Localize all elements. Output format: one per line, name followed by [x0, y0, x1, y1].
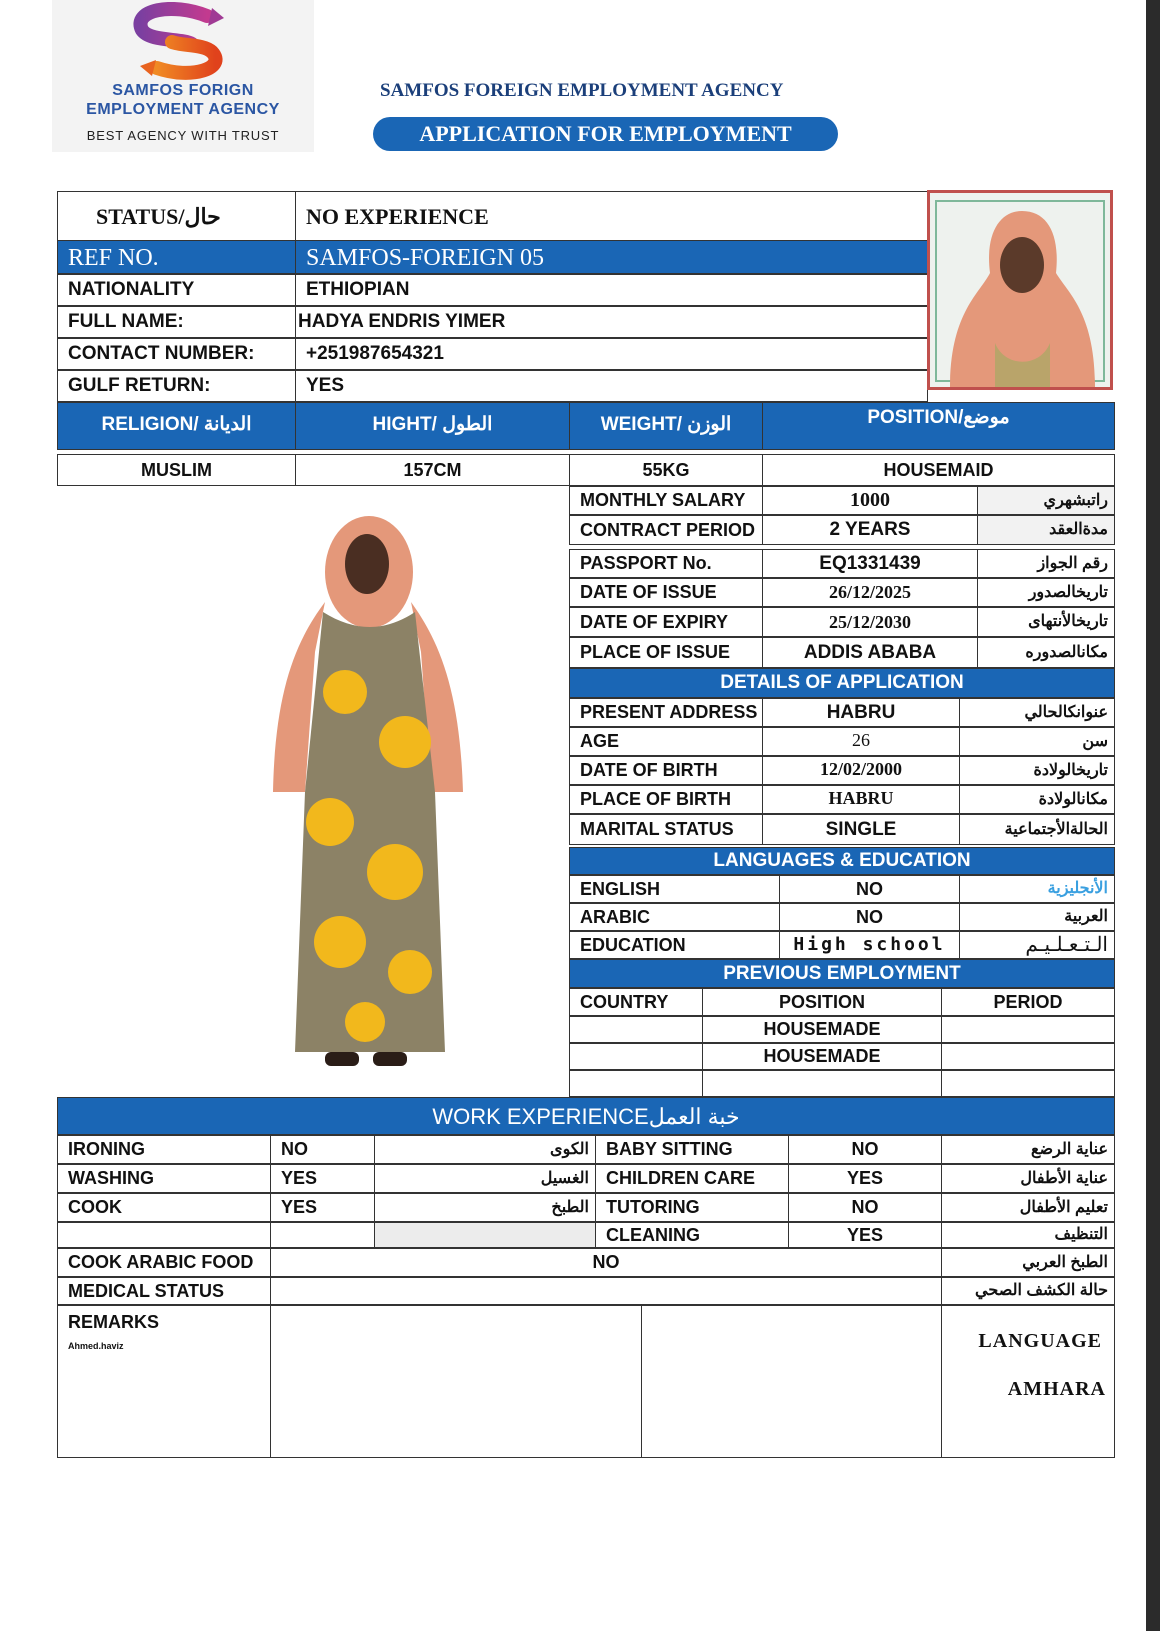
- previous-country-cell: [569, 1070, 703, 1097]
- language-arabic: الـتـعـلـيـم: [959, 931, 1115, 959]
- work-left-value: YES: [270, 1193, 375, 1222]
- job-value: 1000: [762, 486, 978, 515]
- cook-arabic-ar: الطبخ العربي: [941, 1248, 1115, 1277]
- work-left-label: WASHING: [57, 1164, 271, 1193]
- language-arabic: العربية: [959, 903, 1115, 931]
- job-value: EQ1331439: [762, 549, 978, 578]
- previous-position-cell: HOUSEMADE: [702, 1043, 942, 1070]
- gulf-return-label: GULF RETURN:: [57, 370, 296, 402]
- height-label: HIGHT/ الطول: [295, 402, 570, 450]
- work-left-value: NO: [270, 1135, 375, 1164]
- contact-value: +251987654321: [295, 338, 928, 370]
- signature: Ahmed.haviz: [68, 1341, 124, 1351]
- job-value: ADDIS ABABA: [762, 637, 978, 668]
- agency-logo: [52, 0, 314, 152]
- job-value: 2 YEARS: [762, 515, 978, 545]
- previous-position-cell: [702, 1070, 942, 1097]
- remarks-label: REMARKS: [68, 1312, 160, 1332]
- language-box-value: AMHARA: [1007, 1378, 1106, 1400]
- job-value: 25/12/2030: [762, 607, 978, 637]
- fullname-label: FULL NAME:: [57, 306, 296, 338]
- previous-country-cell: [569, 1016, 703, 1043]
- previous-col-country: COUNTRY: [569, 988, 703, 1016]
- language-value: High school: [779, 931, 960, 959]
- position-value: HOUSEMAID: [762, 454, 1115, 486]
- job-arabic: تاريخالأنتهاى: [977, 607, 1115, 637]
- work-right-value: YES: [788, 1222, 942, 1248]
- fullname-value: HADYA ENDRIS YIMER: [295, 306, 928, 338]
- job-arabic: مكانالصدوره: [977, 637, 1115, 668]
- work-left-arabic: [374, 1222, 596, 1248]
- job-label: PLACE OF ISSUE: [569, 637, 763, 668]
- logo-line-2: EMPLOYMENT AGENCY: [86, 101, 280, 118]
- languages-title: LANGUAGES & EDUCATION: [569, 847, 1115, 875]
- details-label: AGE: [569, 727, 763, 756]
- job-arabic: تاريخالصدور: [977, 578, 1115, 607]
- work-left-arabic: الطبخ: [374, 1193, 596, 1222]
- details-label: PRESENT ADDRESS: [569, 698, 763, 727]
- job-label: MONTHLY SALARY: [569, 486, 763, 515]
- religion-value: MUSLIM: [57, 454, 296, 486]
- work-left-value: [270, 1222, 375, 1248]
- height-value: 157CM: [295, 454, 570, 486]
- previous-period-cell: [941, 1043, 1115, 1070]
- passport-photo: [927, 190, 1113, 390]
- ref-label: REF NO.: [57, 240, 296, 274]
- language-label: ENGLISH: [569, 875, 780, 903]
- job-label: DATE OF ISSUE: [569, 578, 763, 607]
- details-label: PLACE OF BIRTH: [569, 785, 763, 814]
- details-value: 26: [762, 727, 960, 756]
- work-title: WORK EXPERIENCEخبة العمل: [57, 1097, 1115, 1135]
- nationality-value: ETHIOPIAN: [295, 274, 928, 306]
- work-left-arabic: الغسيل: [374, 1164, 596, 1193]
- previous-period-cell: [941, 1070, 1115, 1097]
- job-label: PASSPORT No.: [569, 549, 763, 578]
- details-arabic: سن: [959, 727, 1115, 756]
- job-arabic: راتبشهري: [977, 486, 1115, 515]
- status-value: NO EXPERIENCE: [295, 191, 928, 241]
- status-label: STATUS/حال: [57, 191, 296, 241]
- job-arabic: مدةالعقد: [977, 515, 1115, 545]
- work-right-value: YES: [788, 1164, 942, 1193]
- work-right-arabic: تعليم الأطفال: [941, 1193, 1115, 1222]
- remarks-blank-2: [641, 1305, 942, 1458]
- language-box: [941, 1305, 1115, 1458]
- nationality-label: NATIONALITY: [57, 274, 296, 306]
- details-value: HABRU: [762, 698, 960, 727]
- work-left-value: YES: [270, 1164, 375, 1193]
- agency-name: SAMFOS FOREIGN EMPLOYMENT AGENCY: [380, 80, 784, 101]
- position-label: POSITION/موضع: [762, 402, 1115, 450]
- details-value: HABRU: [762, 785, 960, 814]
- details-value: 12/02/2000: [762, 756, 960, 785]
- work-right-label: CLEANING: [595, 1222, 789, 1248]
- page-edge: [1146, 0, 1160, 1631]
- job-label: DATE OF EXPIRY: [569, 607, 763, 637]
- details-arabic: مكانالولادة: [959, 785, 1115, 814]
- work-right-value: NO: [788, 1193, 942, 1222]
- work-right-value: NO: [788, 1135, 942, 1164]
- language-box-label: LANGUAGE: [978, 1330, 1102, 1352]
- medical-label: MEDICAL STATUS: [57, 1277, 271, 1305]
- cook-arabic-label: COOK ARABIC FOOD: [57, 1248, 271, 1277]
- religion-label: RELIGION/ الديانة: [57, 402, 296, 450]
- medical-ar: حالة الكشف الصحي: [941, 1277, 1115, 1305]
- work-right-arabic: عناية الأطفال: [941, 1164, 1115, 1193]
- work-left-label: COOK: [57, 1193, 271, 1222]
- weight-value: 55KG: [569, 454, 763, 486]
- language-value: NO: [779, 875, 960, 903]
- contact-label: CONTACT NUMBER:: [57, 338, 296, 370]
- work-right-arabic: عناية الرضع: [941, 1135, 1115, 1164]
- details-title: DETAILS OF APPLICATION: [569, 668, 1115, 698]
- work-right-label: TUTORING: [595, 1193, 789, 1222]
- details-label: MARITAL STATUS: [569, 814, 763, 845]
- previous-period-cell: [941, 1016, 1115, 1043]
- details-arabic: الحالةالأجتماعية: [959, 814, 1115, 845]
- gulf-return-value: YES: [295, 370, 928, 402]
- logo-line-1: SAMFOS FORIGN: [112, 82, 254, 99]
- work-right-label: CHILDREN CARE: [595, 1164, 789, 1193]
- remarks-cell: [57, 1305, 271, 1458]
- medical-value: [270, 1277, 942, 1305]
- details-label: DATE OF BIRTH: [569, 756, 763, 785]
- work-left-arabic: الكوى: [374, 1135, 596, 1164]
- language-value: NO: [779, 903, 960, 931]
- work-left-label: IRONING: [57, 1135, 271, 1164]
- form-title: APPLICATION FOR EMPLOYMENT: [373, 117, 838, 151]
- previous-title: PREVIOUS EMPLOYMENT: [569, 959, 1115, 988]
- cook-arabic-value: NO: [270, 1248, 942, 1277]
- previous-col-position: POSITION: [702, 988, 942, 1016]
- details-arabic: تاريخالولادة: [959, 756, 1115, 785]
- previous-position-cell: HOUSEMADE: [702, 1016, 942, 1043]
- language-arabic: الأنجليزية: [959, 875, 1115, 903]
- details-value: SINGLE: [762, 814, 960, 845]
- job-label: CONTRACT PERIOD: [569, 515, 763, 545]
- weight-label: WEIGHT/ الوزن: [569, 402, 763, 450]
- language-label: ARABIC: [569, 903, 780, 931]
- full-body-photo: [235, 492, 497, 1082]
- job-value: 26/12/2025: [762, 578, 978, 607]
- previous-col-period: PERIOD: [941, 988, 1115, 1016]
- logo-s-mark-icon: [112, 2, 252, 82]
- ref-value: SAMFOS-FOREIGN 05: [295, 240, 928, 274]
- language-label: EDUCATION: [569, 931, 780, 959]
- details-arabic: عنوانكالحالي: [959, 698, 1115, 727]
- work-right-arabic: التنظيف: [941, 1222, 1115, 1248]
- work-left-label: [57, 1222, 271, 1248]
- work-right-label: BABY SITTING: [595, 1135, 789, 1164]
- previous-country-cell: [569, 1043, 703, 1070]
- remarks-blank-1: [270, 1305, 642, 1458]
- logo-tagline: BEST AGENCY WITH TRUST: [86, 128, 280, 143]
- job-arabic: رقم الجواز: [977, 549, 1115, 578]
